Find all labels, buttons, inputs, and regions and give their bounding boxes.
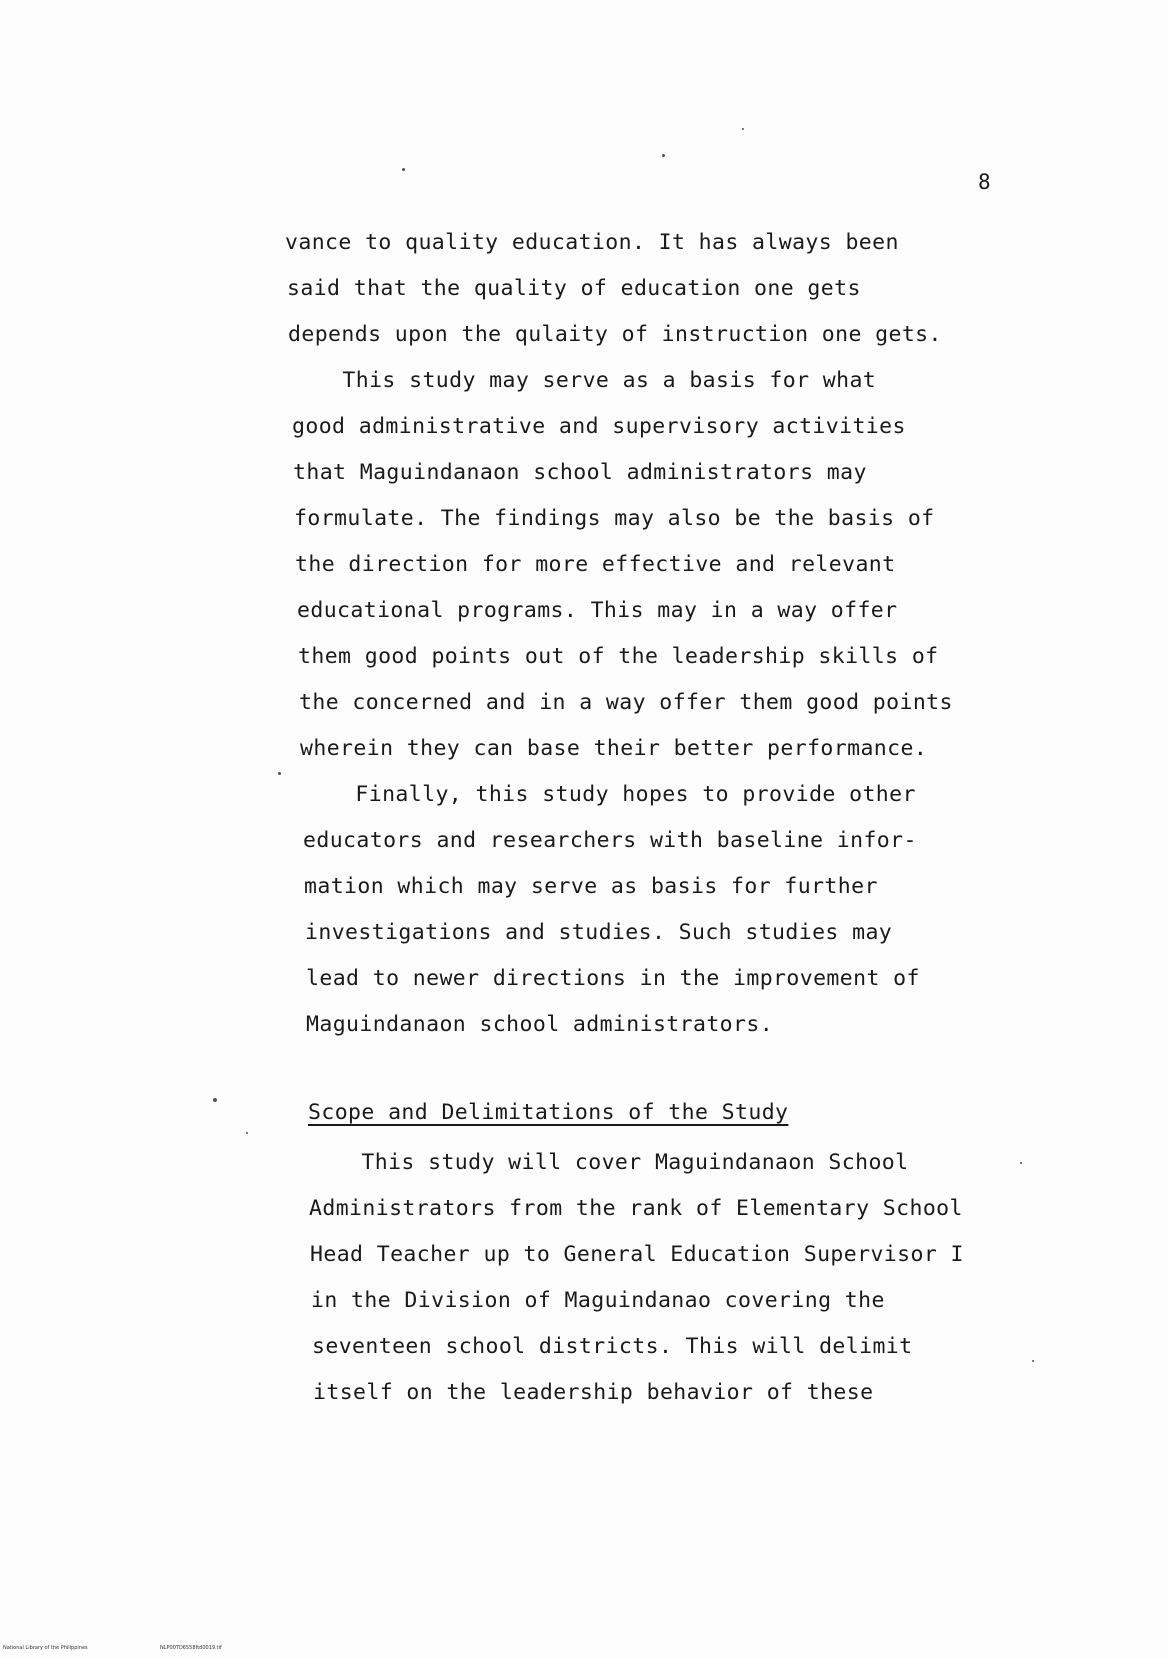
text-line: Head Teacher up to General Education Supervisor I — [310, 1242, 964, 1267]
scan-speck — [1032, 1360, 1034, 1362]
scan-speck — [402, 168, 405, 171]
scan-speck — [213, 1098, 217, 1102]
section-heading: Scope and Delimitations of the Study — [308, 1100, 789, 1125]
text-line: educational programs. This may in a way offer — [297, 598, 898, 623]
text-line: Finally, this study hopes to provide other — [302, 782, 916, 807]
text-line: educators and researchers with baseline infor- — [303, 828, 917, 853]
scan-speck — [662, 154, 665, 157]
text-line: in the Division of Maguindanao covering the — [311, 1288, 885, 1313]
text-line: the concerned and in a way offer them good points — [299, 690, 953, 715]
text-line: investigations and studies. Such studies may — [305, 920, 893, 945]
text-line: itself on the leadership behavior of these — [313, 1380, 874, 1405]
text-line: that Maguindanaon school administrators may — [293, 460, 867, 485]
text-line: them good points out of the leadership skills of — [298, 644, 939, 669]
page-number: 8 — [978, 170, 991, 194]
text-line: mation which may serve as basis for further — [304, 874, 878, 899]
text-line: Administrators from the rank of Elementary School — [309, 1196, 963, 1221]
footer-file-name: NLP00TD6558ftd0019.tif — [160, 1645, 222, 1651]
text-line: seventeen school districts. This will delimit — [312, 1334, 913, 1359]
scan-speck — [246, 1132, 248, 1134]
text-line: lead to newer directions in the improvement of — [306, 966, 920, 991]
footer-library-credit: National Library of the Philippines — [3, 1645, 88, 1651]
text-line: the direction for more effective and relevant — [295, 552, 896, 577]
text-line: This study may serve as a basis for what — [289, 368, 877, 393]
text-line: wherein they can base their better performance. — [300, 736, 928, 761]
text-line: formulate. The findings may also be the basis of — [294, 506, 935, 531]
scan-speck — [742, 128, 744, 130]
text-line: This study will cover Maguindanaon School — [308, 1150, 909, 1175]
scan-speck — [278, 772, 281, 775]
text-line: said that the quality of education one gets — [287, 276, 861, 301]
text-line: Maguindanaon school administrators. — [306, 1012, 774, 1037]
text-line: vance to quality education. It has always been — [285, 230, 899, 255]
scan-speck — [1020, 1162, 1022, 1164]
text-line: depends upon the qulaity of instruction one gets. — [288, 322, 942, 347]
text-line: good administrative and supervisory activities — [292, 414, 906, 439]
